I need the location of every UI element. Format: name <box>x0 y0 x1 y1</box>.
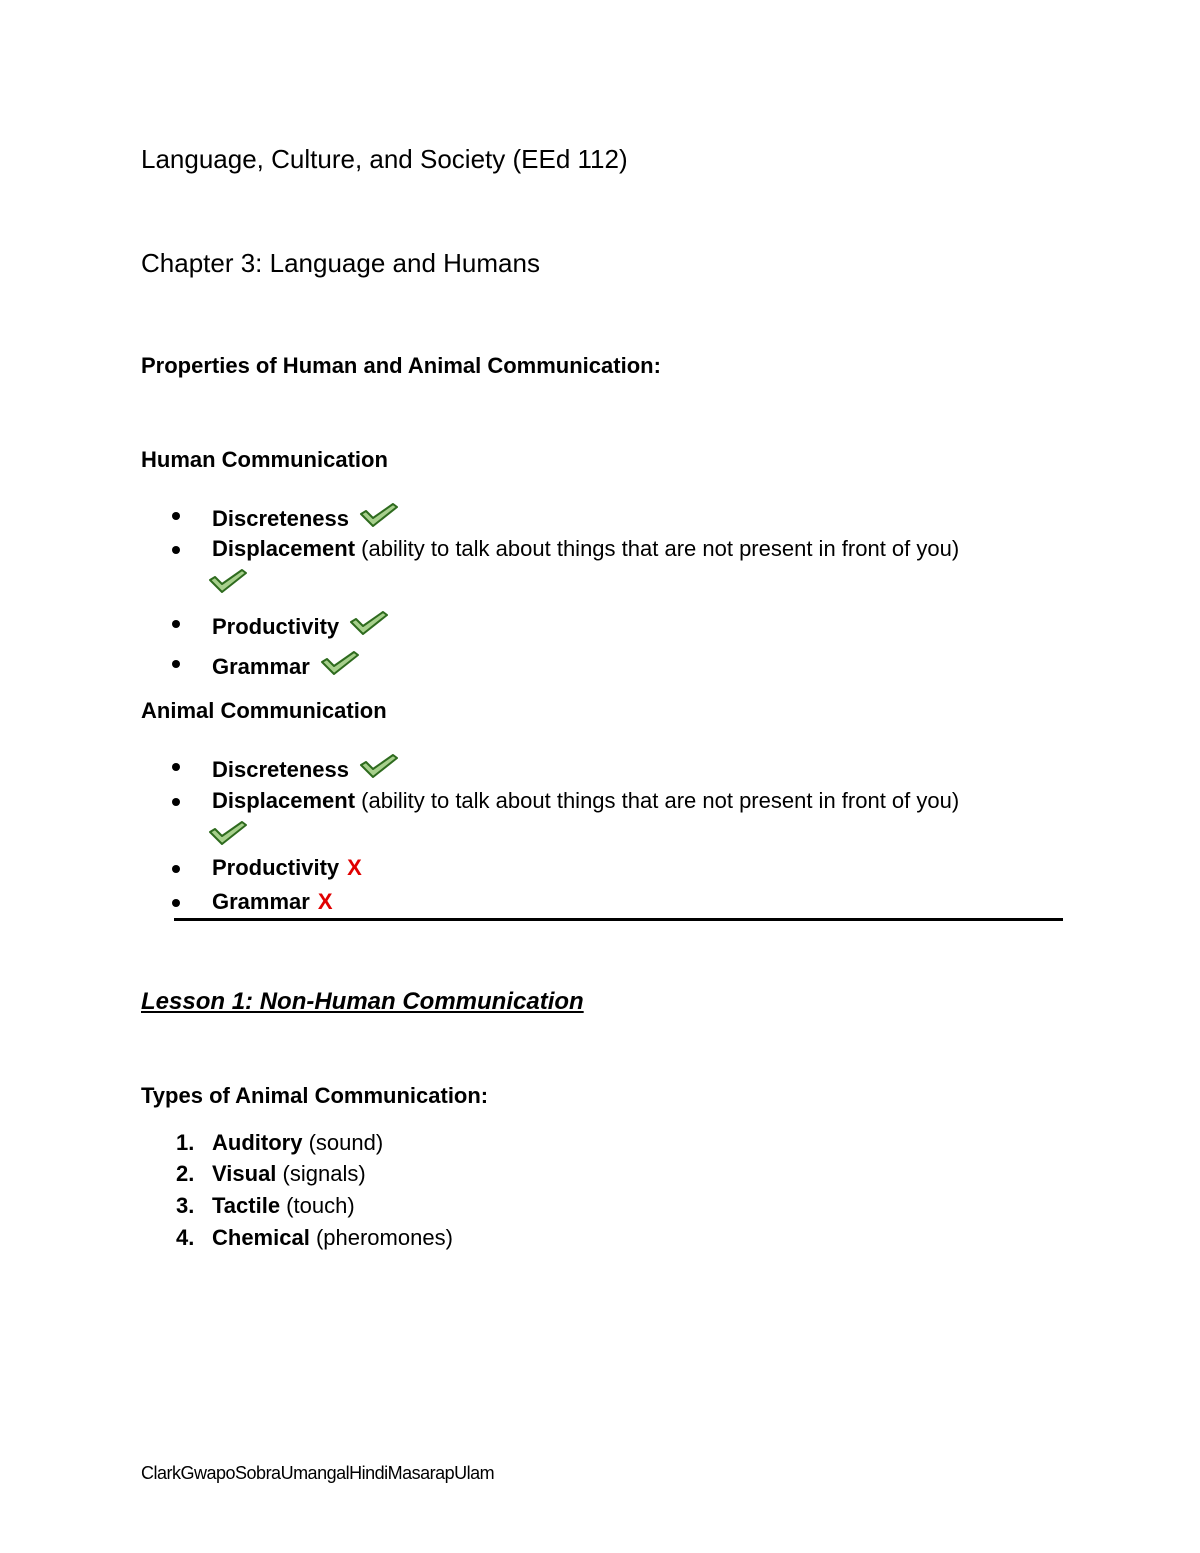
item-term: Discreteness <box>212 757 349 782</box>
type-item-chemical <box>212 1225 453 1251</box>
item-term: Auditory <box>212 1130 303 1155</box>
item-term: Displacement <box>212 536 356 561</box>
list-number: 1. <box>176 1130 195 1155</box>
bullet-icon <box>172 763 180 771</box>
check-icon <box>359 502 399 528</box>
human-item-grammar <box>212 650 360 680</box>
item-term: Productivity <box>212 855 340 880</box>
properties-heading: Properties of Human and Animal Communication: <box>141 353 661 378</box>
item-term: Grammar <box>212 654 310 679</box>
bullet-icon <box>172 512 180 520</box>
type-item-auditory <box>212 1130 383 1156</box>
types-heading: Types of Animal Communication: <box>141 1083 489 1108</box>
item-term: Chemical <box>212 1225 310 1250</box>
item-desc: (ability to talk about things that are not present in front of you) <box>355 788 960 813</box>
list-number: 3. <box>176 1193 195 1218</box>
chapter-title: Chapter 3: Language and Humans <box>141 248 540 278</box>
check-icon <box>349 610 389 636</box>
bullet-icon <box>172 865 180 873</box>
item-term: Grammar <box>212 889 310 914</box>
item-term: Displacement <box>212 788 356 813</box>
page-footer: ClarkGwapoSobraUmangalHindiMasarapUlam <box>141 1463 495 1483</box>
list-number: 4. <box>176 1225 195 1250</box>
cross-mark: X <box>317 889 333 914</box>
bullet-icon <box>172 899 180 907</box>
human-item-productivity <box>212 610 389 640</box>
animal-item-discreteness <box>212 753 399 783</box>
item-term: Productivity <box>212 614 340 639</box>
horizontal-divider <box>174 918 1063 921</box>
list-number: 2. <box>176 1161 195 1186</box>
item-desc: (pheromones) <box>309 1225 453 1250</box>
item-term: Discreteness <box>212 506 349 531</box>
cross-mark: X <box>347 855 362 880</box>
animal-communication-heading: Animal Communication <box>141 698 387 723</box>
bullet-icon <box>172 546 180 554</box>
check-icon <box>359 753 399 779</box>
bullet-icon <box>172 798 180 806</box>
bullet-icon <box>172 660 180 668</box>
item-desc: (touch) <box>280 1193 355 1218</box>
animal-item-productivity <box>212 855 362 881</box>
item-desc: (sound) <box>302 1130 384 1155</box>
check-icon <box>208 568 248 594</box>
lesson-title: Lesson 1: Non-Human Communication <box>141 988 584 1015</box>
human-communication-heading: Human Communication <box>141 447 388 472</box>
item-desc: (signals) <box>276 1161 366 1186</box>
check-icon <box>208 820 248 846</box>
item-desc: (ability to talk about things that are not present in front of you) <box>355 536 960 561</box>
check-icon <box>320 650 360 676</box>
animal-item-grammar <box>212 889 333 915</box>
type-item-visual <box>212 1161 366 1187</box>
document-title: Language, Culture, and Society (EEd 112) <box>141 144 628 174</box>
human-item-displacement <box>212 536 959 562</box>
animal-item-displacement <box>212 788 959 814</box>
item-term: Tactile <box>212 1193 281 1218</box>
human-item-discreteness <box>212 502 399 532</box>
type-item-tactile <box>212 1193 355 1219</box>
item-term: Visual <box>212 1161 277 1186</box>
bullet-icon <box>172 620 180 628</box>
